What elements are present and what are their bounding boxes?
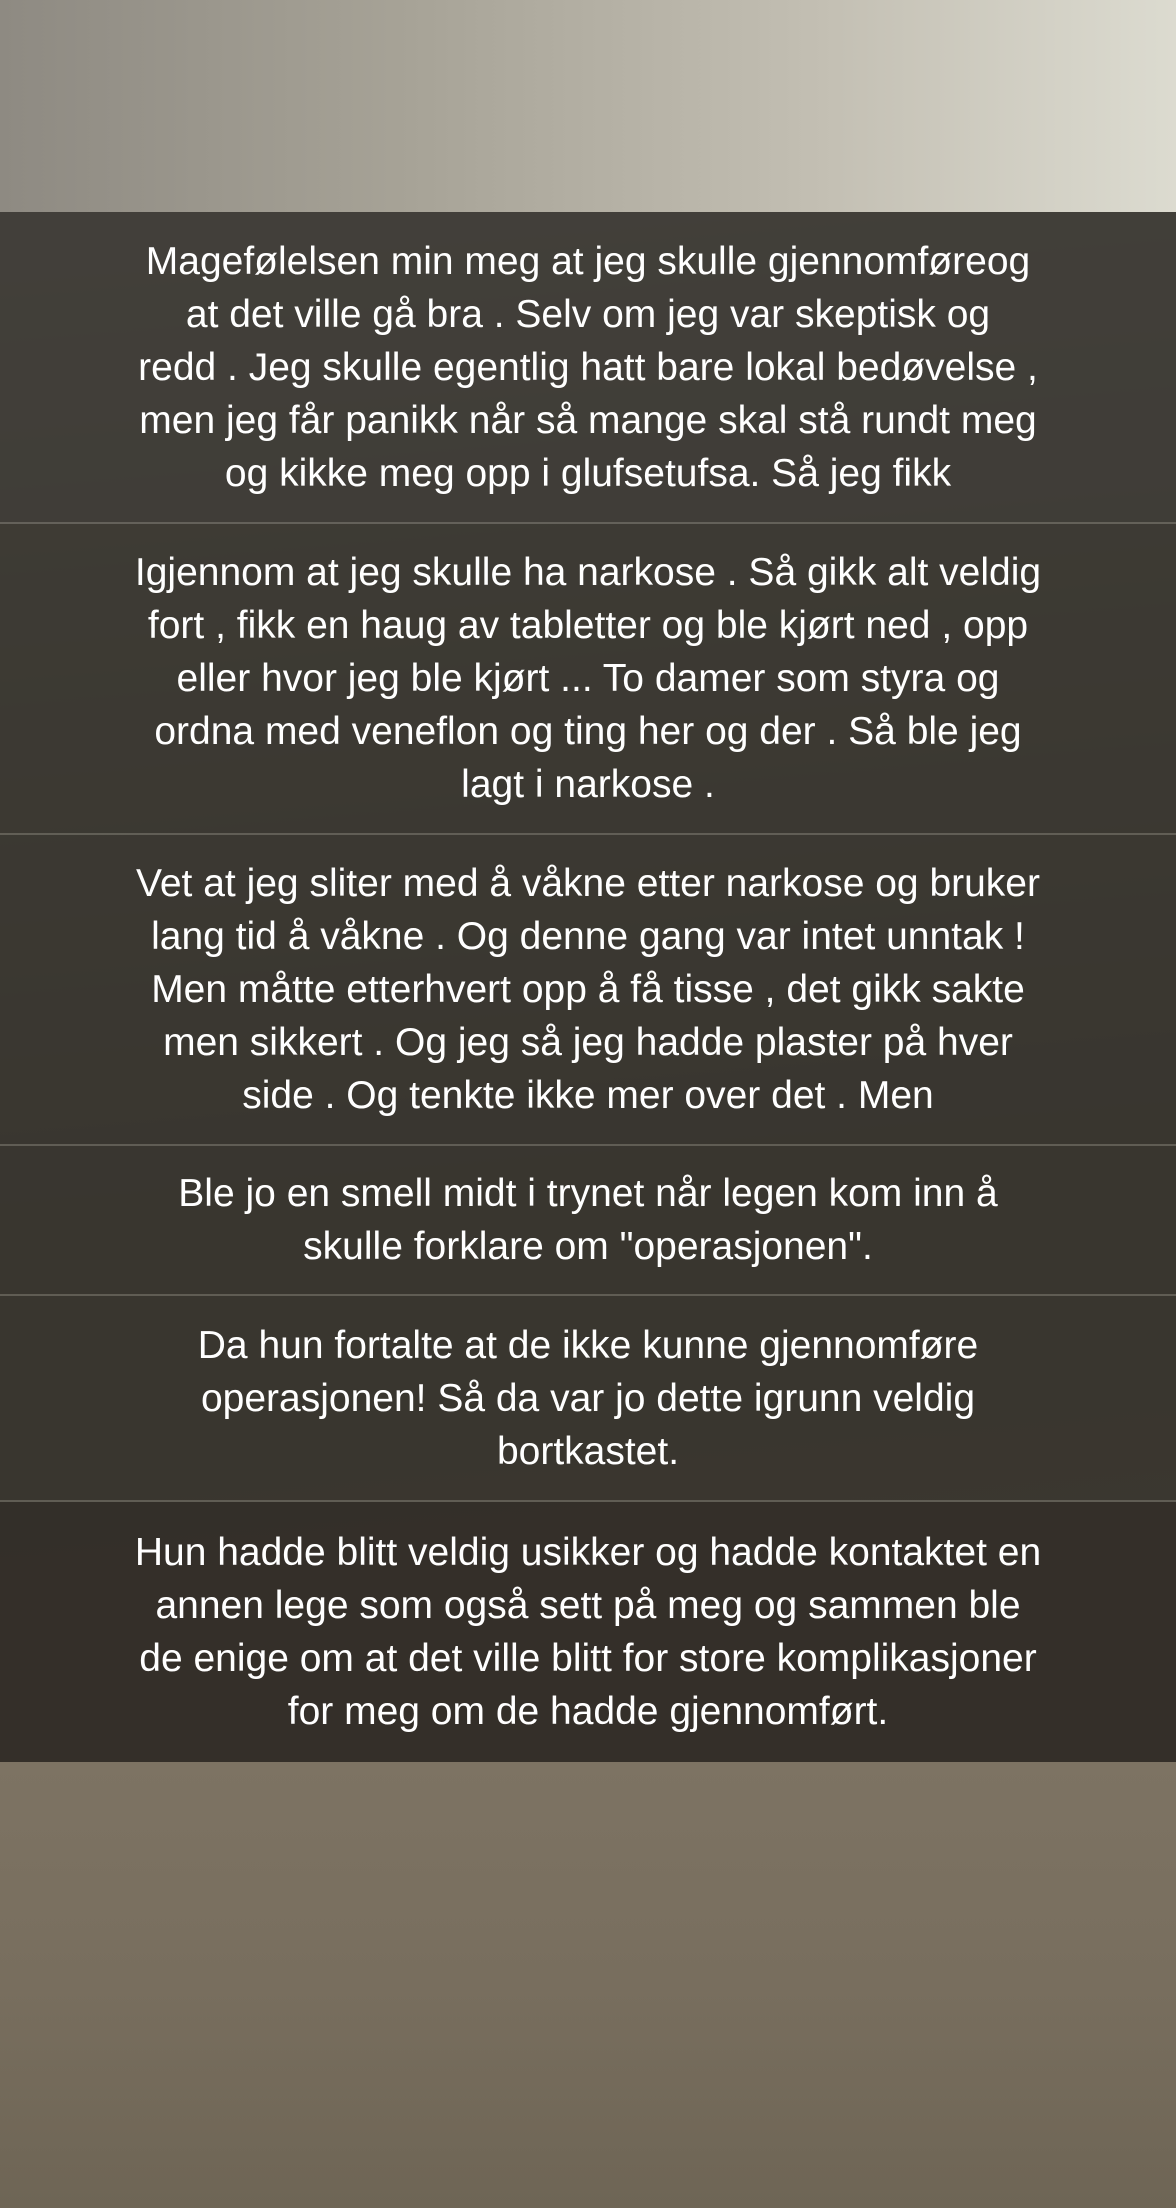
caption-text-2: Igjennom at jeg skulle ha narkose . Så gikk alt veldig fort , fikk en haug av tabletter og ble kjørt ned , opp eller hvor jeg ble kjørt ... To damer som styra og ordna med veneflon og ting her og der . Så ble jeg lagt i narkose . <box>134 551 1042 806</box>
story-caption-stack <box>0 212 1176 1762</box>
caption-text-3: Vet at jeg sliter med å våkne etter narkose og bruker lang tid å våkne . Og denne gang var intet unntak ! Men måtte etterhvert opp å få tisse , det gikk sakte men sikkert . Og jeg så jeg hadde plaster på hver side . Og tenkte ikke mer over det . Men <box>136 862 1040 1117</box>
caption-block-5 <box>0 1296 1176 1502</box>
caption-block-2 <box>0 524 1176 835</box>
caption-text-1: Magefølelsen min meg at jeg skulle gjennomføreog at det ville gå bra . Selv om jeg var skeptisk og redd . Jeg skulle egentlig hatt bare lokal bedøvelse , men jeg får panikk når så mange skal stå rundt meg og kikke meg opp i glufsetufsa. Så jeg fikk <box>138 239 1038 495</box>
caption-text-5: Da hun fortalte at de ikke kunne gjennomføre operasjonen! Så da var jo dette igrunn veldig bortkastet. <box>197 1323 979 1473</box>
background-photo-bottom <box>0 1762 1176 2208</box>
caption-block-6 <box>0 1502 1176 1762</box>
caption-text-6: Hun hadde blitt veldig usikker og hadde kontaktet en annen lege som også sett på meg og sammen ble de enige om at det ville blitt for store komplikasjoner for meg om de hadde gjennomført. <box>134 1531 1042 1733</box>
background-photo-top <box>0 0 1176 212</box>
caption-block-4 <box>0 1146 1176 1296</box>
caption-text-4: Ble jo en smell midt i trynet når legen kom inn å skulle forklare om "operasjonen". <box>178 1172 998 1268</box>
caption-block-3 <box>0 835 1176 1146</box>
caption-block-1 <box>0 212 1176 524</box>
